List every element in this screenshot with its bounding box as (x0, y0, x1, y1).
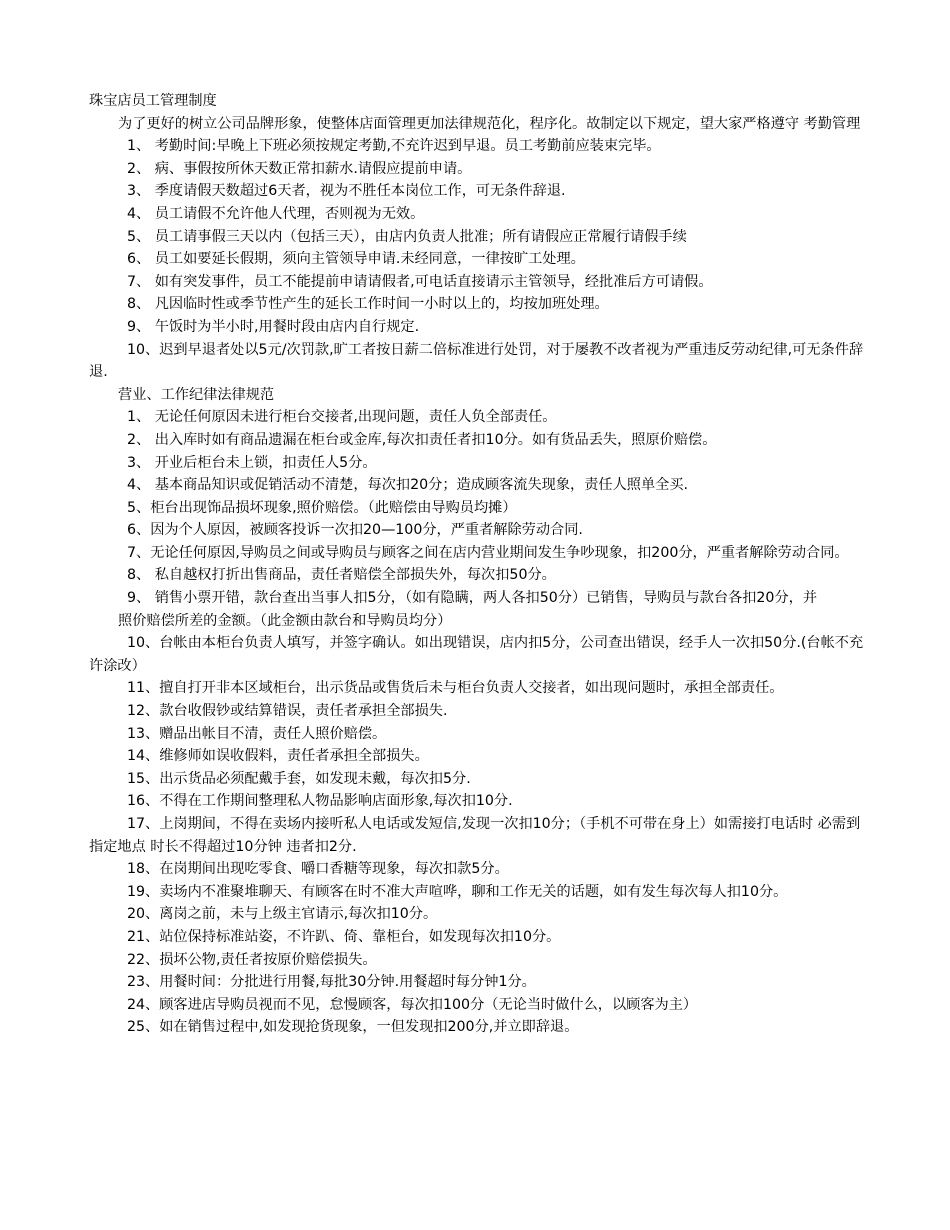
discipline-rule-12: 12、款台收假钞或结算错误，责任者承担全部损失. (127, 703, 448, 720)
discipline-rule-19: 19、卖场内不准聚堆聊天、有顾客在时不准大声喧哗，聊和工作无关的话题，如有发生每次每人扣10分。 (127, 883, 788, 900)
discipline-rule-22: 22、损坏公物,责任者按原价赔偿损失。 (127, 951, 377, 968)
discipline-rules (89, 406, 864, 1039)
attendance-rule-2: 2、 病、事假按所休天数正常扣薪水.请假应提前申请。 (127, 160, 472, 177)
discipline-rule-25: 25、如在销售过程中,如发现抢货现象，一但发现扣200分,并立即辞退。 (127, 1019, 579, 1036)
discipline-rule-14: 14、维修师如误收假料，责任者承担全部损失。 (127, 748, 429, 765)
discipline-rule-17: 17、上岗期间，不得在卖场内接听私人电话或发短信,发现一次扣10分；（手机不可带在身上）如需接打电话时 必需到指定地点 时长不得超过10分钟 违者扣2分. (89, 816, 861, 855)
discipline-rule-1: 1、 无论任何原因未进行柜台交接者,出现问题，责任人负全部责任。 (127, 409, 557, 426)
attendance-rules (89, 135, 864, 384)
discipline-rule-2: 2、 出入库时如有商品遗漏在柜台或金库,每次扣责任者扣10分。如有货品丢失，照原价赔偿。 (127, 431, 717, 448)
intro-paragraph: 为了更好的树立公司品牌形象，使整体店面管理更加法律规范化，程序化。故制定以下规定，望大家严格遵守 考勤管理 (118, 115, 861, 132)
discipline-rule-4: 4、 基本商品知识或促销活动不清楚，每次扣20分；造成顾客流失现象，责任人照单全买. (127, 477, 689, 494)
attendance-rule-3: 3、 季度请假天数超过6天者，视为不胜任本岗位工作，可无条件辞退. (127, 183, 566, 200)
discipline-rule-13: 13、赠品出帐目不清，责任人照价赔偿。 (127, 725, 387, 742)
discipline-rule-15: 15、出示货品必须配戴手套，如发现未戴，每次扣5分. (127, 770, 471, 787)
discipline-rule-24: 24、顾客进店导购员视而不见，怠慢顾客，每次扣100分（无论当时做什么，以顾客为主） (127, 996, 698, 1013)
attendance-rule-10: 10、迟到早退者处以5元/次罚款,旷工者按日薪二倍标准进行处罚，对于屡教不改者视为严重违反劳动纪律,可无条件辞退. (89, 341, 864, 381)
discipline-rule-9-continued: 照价赔偿所差的金额。（此金额由款台和导购员均分） (118, 612, 452, 629)
discipline-rule-18: 18、在岗期间出现吃零食、嚼口香糖等现象，每次扣款5分。 (127, 861, 509, 878)
discipline-rule-10: 10、台帐由本柜台负责人填写，并签字确认。如出现错误，店内扣5分，公司查出错误，经手人一次扣50分.(台帐不充许涂改） (89, 635, 864, 674)
discipline-rule-11: 11、擅自打开非本区域柜台，出示货品或售货后未与柜台负责人交接者，如出现问题时，承担全部责任。 (127, 680, 784, 697)
attendance-rule-6: 6、 员工如要延长假期，须向主管领导申请.未经同意，一律按旷工处理。 (127, 251, 585, 268)
discipline-rule-9: 9、 销售小票开错，款台查出当事人扣5分，（如有隐瞒，两人各扣50分）已销售，导购员与款台各扣20分，并 (127, 590, 818, 607)
discipline-rule-6: 6、因为个人原因，被顾客投诉一次扣20—100分，严重者解除劳动合同. (127, 522, 583, 539)
document-title: 珠宝店员工管理制度 (89, 93, 217, 109)
discipline-rule-3: 3、 开业后柜台未上锁，扣责任人5分。 (127, 454, 377, 471)
discipline-rule-8: 8、 私自越权打折出售商品，责任者赔偿全部损失外，每次扣50分。 (127, 567, 556, 584)
document-body (89, 90, 864, 1039)
discipline-rule-23: 23、用餐时间：分批进行用餐,每批30分钟.用餐超时每分钟1分。 (127, 974, 536, 991)
attendance-rule-1: 1、 考勤时间:早晚上下班必须按规定考勤,不充许迟到早退。员工考勤前应装束完毕。 (127, 138, 661, 155)
section-heading: 营业、工作纪律法律规范 (118, 386, 275, 403)
discipline-rule-5: 5、柜台出现饰品损坏现象,照价赔偿。（此赔偿由导购员均摊） (127, 499, 517, 516)
discipline-rule-16: 16、不得在工作期间整理私人物品影响店面形象,每次扣10分. (127, 793, 513, 810)
attendance-rule-4: 4、 员工请假不允许他人代理，否则视为无效。 (127, 205, 425, 222)
attendance-rule-7: 7、 如有突发事件，员工不能提前申请请假者,可电话直接请示主管领导，经批准后方可请假。 (127, 273, 713, 290)
attendance-rule-5: 5、 员工请事假三天以内（包括三天），由店内负责人批准；所有请假应正常履行请假手续 (127, 228, 687, 245)
discipline-rule-7: 7、无论任何原因,导购员之间或导购员与顾客之间在店内营业期间发生争吵现象，扣200分，严重者解除劳动合同。 (127, 544, 849, 561)
attendance-rule-9: 9、 午饭时为半小时,用餐时段由店内自行规定. (127, 318, 420, 335)
attendance-rule-8: 8、 凡因临时性或季节性产生的延长工作时间一小时以上的，均按加班处理。 (127, 296, 609, 313)
discipline-rule-20: 20、离岗之前，未与上级主官请示,每次扣10分。 (127, 906, 438, 923)
discipline-rule-21: 21、站位保持标准站姿，不许趴、倚、靠柜台，如发现每次扣10分。 (127, 928, 561, 945)
